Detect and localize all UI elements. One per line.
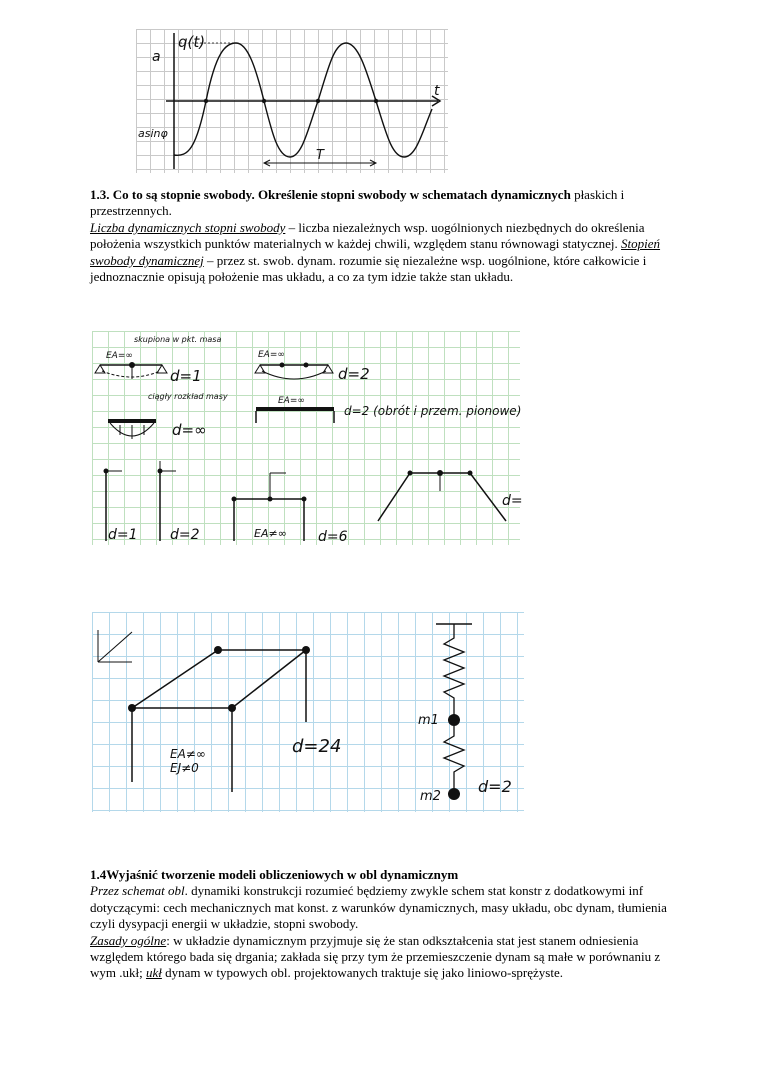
frame-spring-figure [92,612,524,812]
period-label: T [316,148,324,163]
t-label: t [434,83,440,99]
label-d2b: d=2 [170,527,200,543]
zero-crossing [374,99,378,103]
label-d-last: d= [502,493,523,509]
label-m1: m1 [418,713,439,728]
label-d2-note: d=2 (obrót i przem. pionowe) [344,404,522,418]
dof-schemes-figure [92,331,523,545]
label-ea-inf-1: EA=∞ [106,351,133,361]
section-1-4-p2: Zasady ogólne: w układzie dynamicznym przyjmuje się że stan odkształcenia stat jest stanem odniesienia względem którego bada się drgania; zakłada się przy tym że przemieszczenie dynam są małe w porównaniu z wym .ukł; ukł dynam w typowych obl. projektowanych traktuje się jako liniowo-sprężyste. [90,932,661,981]
label-ea-inf-2: EA=∞ [258,350,285,360]
note-distributed-mass: ciągły rozkład masy [148,392,228,401]
label-ej: EJ≠0 [170,761,199,775]
section-1-3-heading: 1.3. Co to są stopnie swobody. Określenie stopni swobody w schematach dynamicznych płaskich i przestrzennych. [90,187,625,219]
label-d2: d=2 [338,365,370,383]
amplitude-label: a [152,49,161,65]
frame-spring-drawing [92,612,524,812]
offset-label: asinφ [138,127,168,140]
zero-crossing [262,99,266,103]
section-1-4-p1: Przez schemat obl. dynamiki konstrukcji rozumieć będziemy zwykle schem stat konstr z dodatkowymi inf dotyczącymi: cech mechanicznych mat konst. z warunków dynamicznych, masy układu, obc dynam, tłumienia czyli dysypacji energii w układzie, stopni swobody. [90,883,667,932]
label-d2-spring: d=2 [478,777,512,796]
sine-curve [174,43,432,157]
section-1-3-body: Liczba dynamicznych stopni swobody – liczba niezależnych wsp. uogólnionych niezbędnych do określenia położenia wszystkich punktów materialnych w każdej chwili, względem stanu równowagi statycznej. Stopień swobody dynamicznej – przez st. swob. dynam. rozumie się niezależne wsp. uogólnione, które całkowicie i jednoznacznie opisują położenie mas układu, a co za tym idzie także stan układu. [90,219,661,285]
y-axis-label: q(t) [178,33,206,51]
label-d1: d=1 [170,367,202,385]
sinusoid-figure [136,29,448,173]
section-1-3 [90,187,680,285]
zero-crossing [316,99,320,103]
note-point-mass: skupiona w pkt. masa [134,335,222,344]
zero-crossing [204,99,208,103]
label-d6: d=6 [318,529,348,545]
label-d24: d=24 [292,736,342,757]
label-d-inf: d=∞ [172,421,207,439]
section-1-4 [90,867,680,982]
label-ea-inf-3: EA=∞ [278,396,305,406]
sinusoid-drawing [136,29,448,173]
label-m2: m2 [420,789,441,804]
label-ea-ne-inf: EA≠∞ [254,527,287,540]
dof-schemes-drawing [92,331,523,545]
label-d1b: d=1 [108,527,138,543]
section-1-4-heading: 1.4Wyjaśnić tworzenie modeli obliczeniowych w obl dynamicznym [90,867,459,882]
label-ea: EA≠∞ [170,747,206,761]
